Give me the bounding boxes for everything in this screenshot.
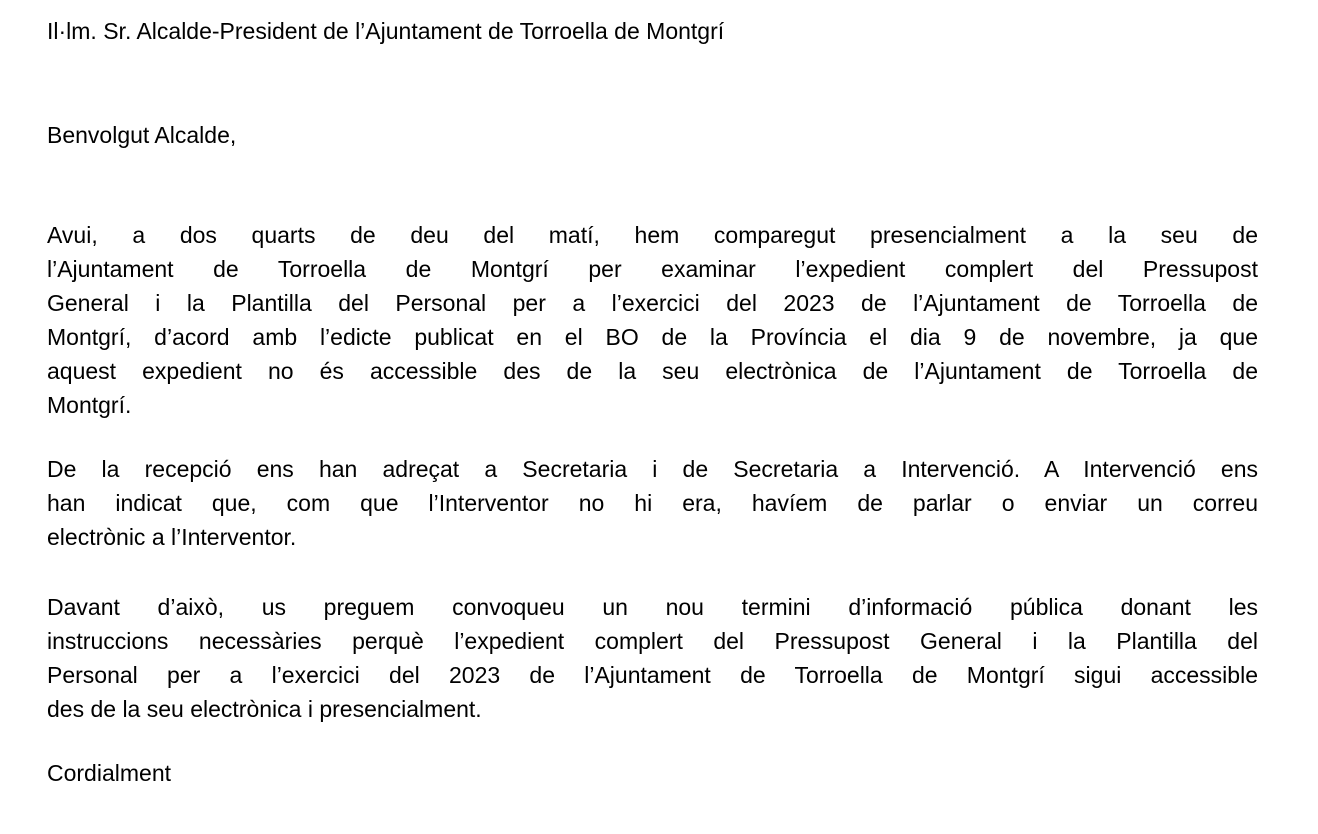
paragraph-3 <box>47 590 1258 726</box>
paragraph-line: aquest expedient no és accessible des de la seu electrònica de l’Ajuntament de Torroella de <box>47 358 1258 384</box>
paragraph-2 <box>47 452 1258 554</box>
paragraph-line: De la recepció ens han adreçat a Secretaria i de Secretaria a Intervenció. A Intervenció ens <box>47 456 1258 482</box>
paragraph-line: General i la Plantilla del Personal per a l’exercici del 2023 de l’Ajuntament de Torroella de <box>47 290 1258 316</box>
paragraph-1 <box>47 218 1258 422</box>
paragraph-line: Personal per a l’exercici del 2023 de l’Ajuntament de Torroella de Montgrí sigui accessible <box>47 662 1258 688</box>
paragraph-line: l’Ajuntament de Torroella de Montgrí per examinar l’expedient complert del Pressupost <box>47 256 1258 282</box>
salutation-line: Benvolgut Alcalde, <box>47 122 237 148</box>
paragraph-line: electrònic a l’Interventor. <box>47 524 297 550</box>
paragraph-line: Davant d’això, us preguem convoqueu un nou termini d’informació pública donant les <box>47 594 1258 620</box>
recipient-line: Il·lm. Sr. Alcalde-President de l’Ajuntament de Torroella de Montgrí <box>47 18 725 44</box>
paragraph-line: Montgrí, d’acord amb l’edicte publicat en el BO de la Província el dia 9 de novembre, ja que <box>47 324 1258 350</box>
paragraph-line: des de la seu electrònica i presencialment. <box>47 696 482 722</box>
paragraph-line: Montgrí. <box>47 392 132 418</box>
paragraph-line: Avui, a dos quarts de deu del matí, hem comparegut presencialment a la seu de <box>47 222 1258 248</box>
closing-line: Cordialment <box>47 760 171 786</box>
paragraph-line: han indicat que, com que l’Interventor no hi era, havíem de parlar o enviar un correu <box>47 490 1258 516</box>
paragraph-line: instruccions necessàries perquè l’expedient complert del Pressupost General i la Plantilla del <box>47 628 1258 654</box>
